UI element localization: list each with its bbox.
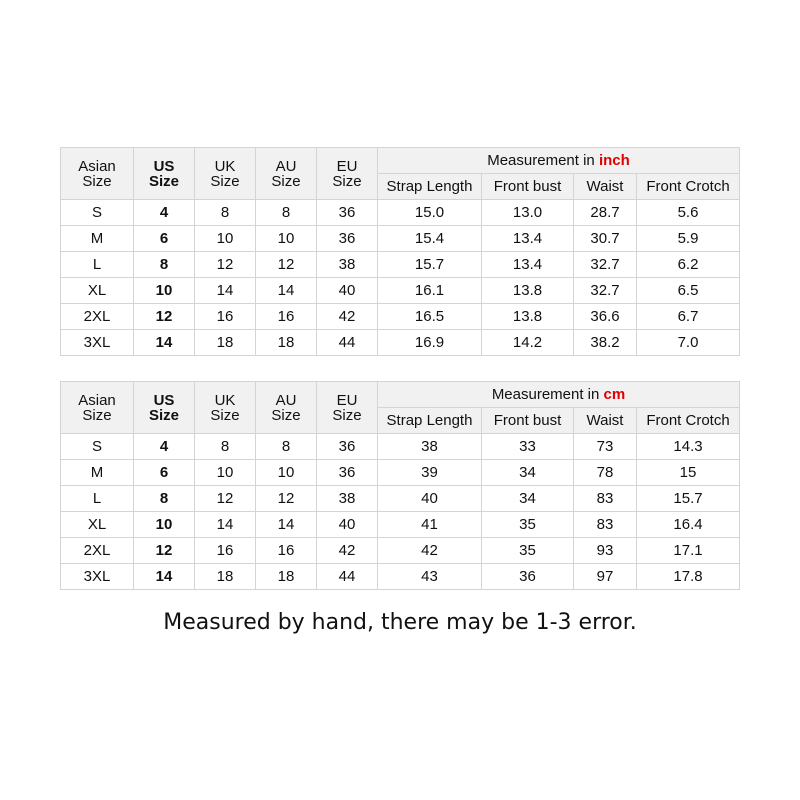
au-size-cell: 12 (256, 252, 317, 278)
uk-size-cell: 18 (195, 330, 256, 356)
waist-cell: 38.2 (574, 330, 637, 356)
front-bust-header: Front bust (482, 408, 574, 434)
asian-size-cell: XL (61, 512, 134, 538)
au-size-cell: 18 (256, 330, 317, 356)
eu-size-cell: 36 (317, 460, 378, 486)
front-bust-cell: 13.8 (482, 278, 574, 304)
asian-size-cell: 3XL (61, 330, 134, 356)
uk-size-cell: 18 (195, 564, 256, 590)
uk-size-header: UK Size (195, 382, 256, 434)
strap-length-cell: 16.1 (378, 278, 482, 304)
asian-size-cell: M (61, 460, 134, 486)
strap-length-cell: 16.5 (378, 304, 482, 330)
front-crotch-header: Front Crotch (637, 174, 740, 200)
uk-size-cell: 8 (195, 200, 256, 226)
front-crotch-cell: 15 (637, 460, 740, 486)
front-crotch-cell: 5.6 (637, 200, 740, 226)
front-bust-header: Front bust (482, 174, 574, 200)
eu-size-cell: 36 (317, 434, 378, 460)
uk-size-cell: 14 (195, 512, 256, 538)
asian-size-cell: L (61, 252, 134, 278)
asian-size-cell: 2XL (61, 538, 134, 564)
eu-size-cell: 38 (317, 252, 378, 278)
au-size-cell: 10 (256, 460, 317, 486)
unit-label: inch (598, 152, 630, 169)
table-row (61, 486, 740, 512)
front-bust-cell: 14.2 (482, 330, 574, 356)
eu-size-header: EU Size (317, 148, 378, 200)
uk-size-cell: 10 (195, 460, 256, 486)
waist-cell: 83 (574, 486, 637, 512)
front-bust-cell: 35 (482, 512, 574, 538)
asian-size-cell: S (61, 434, 134, 460)
measurement-note: Measured by hand, there may be 1-3 error. (163, 610, 637, 635)
waist-cell: 32.7 (574, 252, 637, 278)
front-crotch-cell: 6.2 (637, 252, 740, 278)
asian-size-header: Asian Size (61, 382, 134, 434)
unit-label: cm (603, 386, 626, 403)
front-bust-cell: 34 (482, 460, 574, 486)
front-bust-cell: 13.0 (482, 200, 574, 226)
waist-cell: 93 (574, 538, 637, 564)
table-row (61, 278, 740, 304)
waist-cell: 83 (574, 512, 637, 538)
uk-size-cell: 16 (195, 304, 256, 330)
asian-size-cell: S (61, 200, 134, 226)
us-size-cell: 10 (134, 512, 195, 538)
front-crotch-cell: 16.4 (637, 512, 740, 538)
us-size-cell: 4 (134, 200, 195, 226)
waist-cell: 97 (574, 564, 637, 590)
uk-size-cell: 10 (195, 226, 256, 252)
table-row (61, 564, 740, 590)
front-bust-cell: 35 (482, 538, 574, 564)
us-size-cell: 8 (134, 486, 195, 512)
waist-cell: 36.6 (574, 304, 637, 330)
waist-cell: 73 (574, 434, 637, 460)
us-size-cell: 14 (134, 330, 195, 356)
au-size-header: AU Size (256, 382, 317, 434)
asian-size-header: Asian Size (61, 148, 134, 200)
eu-size-cell: 38 (317, 486, 378, 512)
au-size-cell: 16 (256, 538, 317, 564)
eu-size-cell: 40 (317, 278, 378, 304)
front-bust-cell: 33 (482, 434, 574, 460)
au-size-cell: 8 (256, 434, 317, 460)
strap-length-cell: 39 (378, 460, 482, 486)
front-bust-cell: 13.4 (482, 226, 574, 252)
waist-cell: 28.7 (574, 200, 637, 226)
au-size-cell: 10 (256, 226, 317, 252)
eu-size-cell: 42 (317, 304, 378, 330)
front-crotch-cell: 15.7 (637, 486, 740, 512)
strap-length-cell: 38 (378, 434, 482, 460)
au-size-cell: 18 (256, 564, 317, 590)
waist-cell: 32.7 (574, 278, 637, 304)
uk-size-cell: 16 (195, 538, 256, 564)
au-size-cell: 16 (256, 304, 317, 330)
waist-header: Waist (574, 174, 637, 200)
strap-length-cell: 15.7 (378, 252, 482, 278)
front-bust-cell: 36 (482, 564, 574, 590)
eu-size-cell: 44 (317, 330, 378, 356)
strap-length-cell: 16.9 (378, 330, 482, 356)
us-size-cell: 4 (134, 434, 195, 460)
us-size-cell: 10 (134, 278, 195, 304)
uk-size-cell: 12 (195, 486, 256, 512)
us-size-header: US Size (134, 382, 195, 434)
asian-size-cell: XL (61, 278, 134, 304)
front-crotch-cell: 14.3 (637, 434, 740, 460)
asian-size-cell: 3XL (61, 564, 134, 590)
front-crotch-cell: 6.5 (637, 278, 740, 304)
au-size-cell: 14 (256, 278, 317, 304)
table-row (61, 538, 740, 564)
strap-length-cell: 40 (378, 486, 482, 512)
eu-size-cell: 36 (317, 200, 378, 226)
table-row (61, 460, 740, 486)
table-row (61, 252, 740, 278)
measurement-header: Measurement in cm (378, 382, 740, 408)
front-bust-cell: 13.8 (482, 304, 574, 330)
us-size-cell: 6 (134, 226, 195, 252)
au-size-cell: 8 (256, 200, 317, 226)
us-size-cell: 14 (134, 564, 195, 590)
table-row (61, 226, 740, 252)
asian-size-cell: L (61, 486, 134, 512)
front-bust-cell: 13.4 (482, 252, 574, 278)
table-row (61, 304, 740, 330)
asian-size-cell: 2XL (61, 304, 134, 330)
measurement-header: Measurement in inch (378, 148, 740, 174)
waist-header: Waist (574, 408, 637, 434)
waist-cell: 78 (574, 460, 637, 486)
front-crotch-cell: 7.0 (637, 330, 740, 356)
size-chart-cm (60, 381, 740, 590)
strap-length-cell: 41 (378, 512, 482, 538)
uk-size-header: UK Size (195, 148, 256, 200)
strap-length-header: Strap Length (378, 408, 482, 434)
us-size-cell: 8 (134, 252, 195, 278)
waist-cell: 30.7 (574, 226, 637, 252)
uk-size-cell: 8 (195, 434, 256, 460)
eu-size-cell: 36 (317, 226, 378, 252)
front-crotch-header: Front Crotch (637, 408, 740, 434)
eu-size-cell: 40 (317, 512, 378, 538)
front-crotch-cell: 17.1 (637, 538, 740, 564)
strap-length-cell: 43 (378, 564, 482, 590)
eu-size-cell: 44 (317, 564, 378, 590)
table-row (61, 512, 740, 538)
front-crotch-cell: 5.9 (637, 226, 740, 252)
table-row (61, 200, 740, 226)
strap-length-cell: 15.0 (378, 200, 482, 226)
uk-size-cell: 12 (195, 252, 256, 278)
eu-size-cell: 42 (317, 538, 378, 564)
size-chart-inch (60, 147, 740, 356)
us-size-cell: 12 (134, 538, 195, 564)
front-bust-cell: 34 (482, 486, 574, 512)
us-size-header: US Size (134, 148, 195, 200)
table-row (61, 434, 740, 460)
strap-length-header: Strap Length (378, 174, 482, 200)
eu-size-header: EU Size (317, 382, 378, 434)
us-size-cell: 6 (134, 460, 195, 486)
table-row (61, 330, 740, 356)
strap-length-cell: 42 (378, 538, 482, 564)
au-size-cell: 12 (256, 486, 317, 512)
uk-size-cell: 14 (195, 278, 256, 304)
us-size-cell: 12 (134, 304, 195, 330)
strap-length-cell: 15.4 (378, 226, 482, 252)
au-size-cell: 14 (256, 512, 317, 538)
front-crotch-cell: 6.7 (637, 304, 740, 330)
asian-size-cell: M (61, 226, 134, 252)
front-crotch-cell: 17.8 (637, 564, 740, 590)
au-size-header: AU Size (256, 148, 317, 200)
